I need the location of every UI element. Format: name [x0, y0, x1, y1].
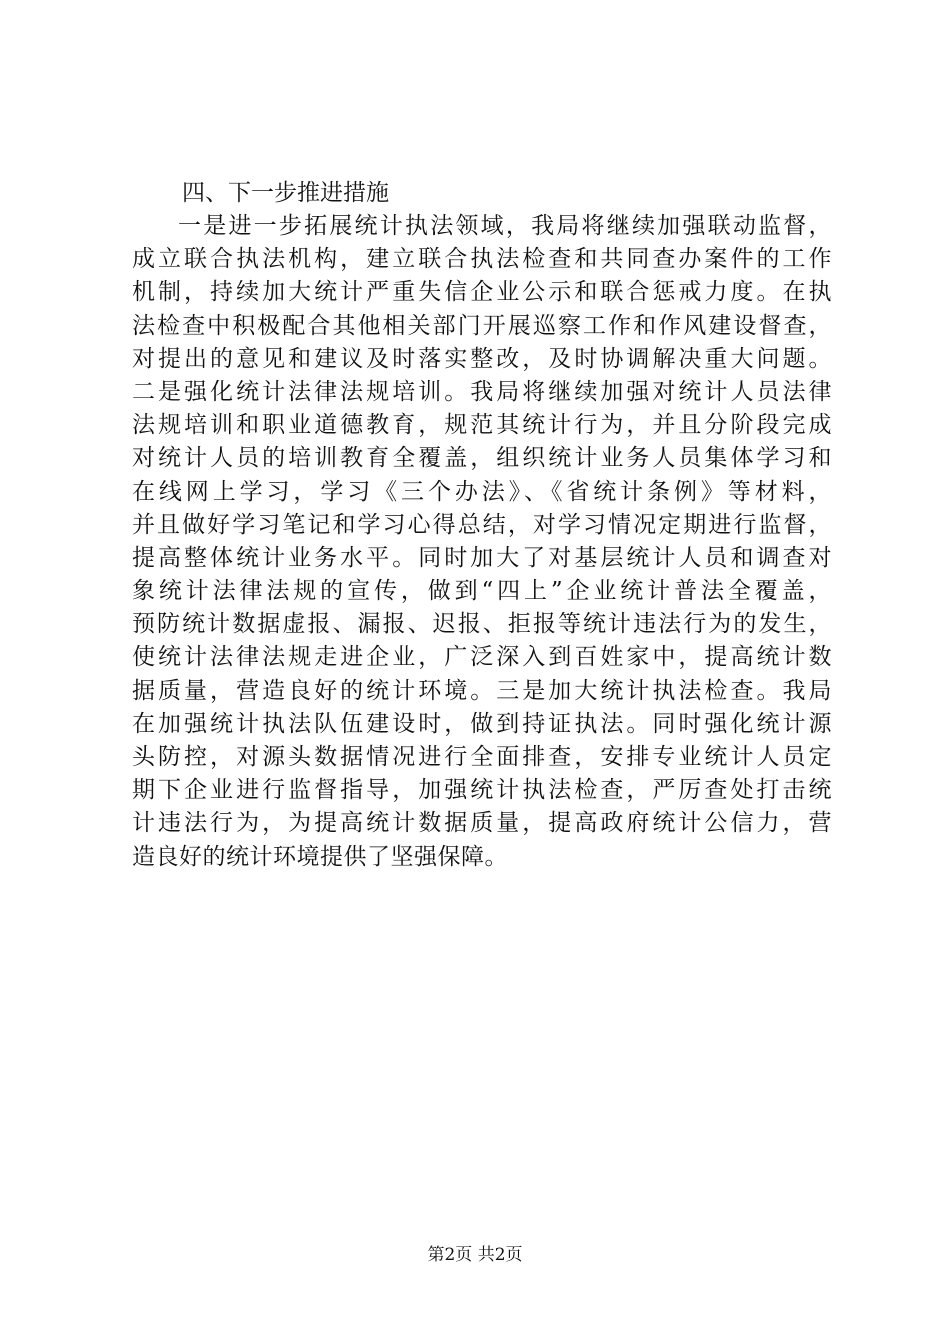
- text-line: 据质量，营造良好的统计环境。三是加大统计执法检查。我局: [132, 677, 832, 704]
- text-line: 二是强化统计法律法规培训。我局将继续加强对统计人员法律: [132, 378, 832, 405]
- text-line: 成立联合执法机构，建立联合执法检查和共同查办案件的工作: [132, 246, 832, 273]
- text-line: 头防控，对源头数据情况进行全面排查，安排专业统计人员定: [132, 744, 832, 770]
- text-line: 并且做好学习笔记和学习心得总结，对学习情况定期进行监督，: [132, 511, 832, 538]
- text-line: 造良好的统计环境提供了坚强保障。: [132, 843, 508, 870]
- section-heading: 四、下一步推进措施: [182, 180, 389, 206]
- text-line: 对统计人员的培训教育全覆盖，组织统计业务人员集体学习和: [132, 445, 832, 472]
- text-line: 计违法行为，为提高统计数据质量，提高政府统计公信力，营: [132, 810, 832, 837]
- text-line: 法检查中积极配合其他相关部门开展巡察工作和作风建设督查，: [132, 312, 832, 339]
- text-line: 对提出的意见和建议及时落实整改，及时协调解决重大问题。: [132, 345, 832, 372]
- text-line: 一是进一步拓展统计执法领域，我局将继续加强联动监督，: [178, 213, 832, 239]
- text-line: 法规培训和职业道德教育，规范其统计行为，并且分阶段完成: [132, 412, 832, 439]
- text-line: 期下企业进行监督指导，加强统计执法检查，严厉查处打击统: [132, 777, 832, 804]
- text-line: 提高整体统计业务水平。同时加大了对基层统计人员和调查对: [132, 544, 832, 571]
- text-line: 预防统计数据虚报、漏报、迟报、拒报等统计违法行为的发生，: [132, 611, 832, 638]
- page-footer: 第2页 共2页: [427, 1245, 523, 1265]
- text-line: 在线网上学习，学习《三个办法》、《省统计条例》等材料，: [132, 478, 832, 505]
- text-line: 象统计法律法规的宣传，做到“四上”企业统计普法全覆盖，: [132, 578, 832, 605]
- text-line: 机制，持续加大统计严重失信企业公示和联合惩戒力度。在执: [132, 279, 832, 306]
- body-text: [132, 210, 832, 874]
- text-line: 使统计法律法规走进企业，广泛深入到百姓家中，提高统计数: [132, 644, 832, 671]
- text-line: 在加强统计执法队伍建设时，做到持证执法。同时强化统计源: [132, 710, 832, 737]
